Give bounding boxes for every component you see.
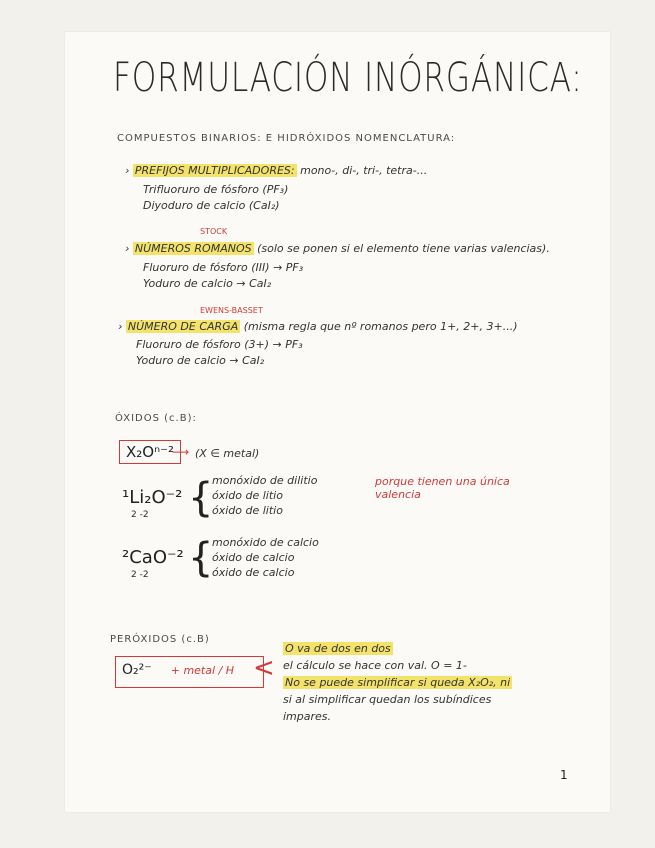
arrow-branch-icon: < [253, 653, 275, 683]
romanos-label: NÚMEROS ROMANOS [134, 242, 252, 255]
brace-icon: { [188, 475, 214, 521]
page-title: FORMULACIÓN INÓRGÁNICA: [113, 55, 583, 101]
peroxido-rule-5: impares. [283, 710, 332, 723]
peroxido-plus: + metal / H [170, 664, 235, 677]
page-number: 1 [560, 768, 568, 782]
romanos-rest: (solo se ponen si el elemento tiene varias valencias). [257, 242, 550, 255]
bullet-icon: › [125, 164, 130, 177]
prefijos-line [125, 164, 427, 177]
ca-name-3: óxido de calcio [212, 566, 295, 579]
prefijos-example-1: Trifluoruro de fósforo (PF₃) [143, 183, 289, 196]
carga-example-2: Yoduro de calcio → CaI₂ [136, 354, 265, 367]
li-name-3: óxido de litio [212, 504, 283, 517]
carga-label: NÚMERO DE CARGA [127, 320, 239, 333]
carga-example-1: Fluoruro de fósforo (3+) → PF₃ [136, 338, 303, 351]
peroxido-rule-2: el cálculo se hace con val. O = 1- [283, 659, 467, 672]
ewens-note: EWENS-BASSET [200, 306, 263, 315]
ca-name-2: óxido de calcio [212, 551, 295, 564]
peroxido-formula: O₂²⁻ [122, 662, 152, 678]
li-valence: 2 -2 [131, 510, 149, 520]
stock-note: STOCK [200, 227, 228, 236]
peroxido-rule-4: si al simplificar quedan los subíndices [283, 693, 492, 706]
oxidos-header: ÓXIDOS (c.B): [115, 413, 197, 424]
brace-icon: { [188, 535, 214, 581]
peroxidos-header: PERÓXIDOS (c.B) [110, 634, 210, 645]
carga-line [118, 320, 517, 333]
romanos-line [125, 242, 550, 255]
ca-valence: 2 -2 [131, 570, 149, 580]
peroxido-rule-3: No se puede simplificar si queda X₂O₂, ni [285, 676, 511, 689]
prefijos-example-2: Diyoduro de calcio (CaI₂) [143, 199, 280, 212]
bullet-icon: › [118, 320, 123, 333]
oxido-formula-box: X₂Oⁿ⁻² [119, 440, 181, 464]
li-name-2: óxido de litio [212, 489, 283, 502]
section-header: COMPUESTOS BINARIOS: E HIDRÓXIDOS NOMENCLATURA: [117, 133, 456, 144]
peroxido-rule-1: O va de dos en dos [285, 642, 391, 655]
ca-formula: ²CaO⁻² [122, 547, 184, 568]
li-name-1: monóxido de dilitio [212, 474, 318, 487]
romanos-example-1: Fluoruro de fósforo (III) → PF₃ [143, 261, 304, 274]
valence-note: porque tienen una única valencia [375, 475, 510, 501]
romanos-example-2: Yoduro de calcio → CaI₂ [143, 277, 272, 290]
carga-rest: (misma regla que nº romanos pero 1+, 2+, 3+...) [243, 320, 518, 333]
prefijos-label: PREFIJOS MULTIPLICADORES: [134, 164, 295, 177]
oxido-desc: (X ∈ metal) [195, 447, 260, 460]
bullet-icon: › [125, 242, 130, 255]
peroxido-box [115, 656, 264, 688]
ca-name-1: monóxido de calcio [212, 536, 319, 549]
li-formula: ¹Li₂O⁻² [122, 487, 183, 508]
arrow-icon: ⟶ [172, 445, 190, 459]
prefijos-rest: mono-, di-, tri-, tetra-... [300, 164, 428, 177]
